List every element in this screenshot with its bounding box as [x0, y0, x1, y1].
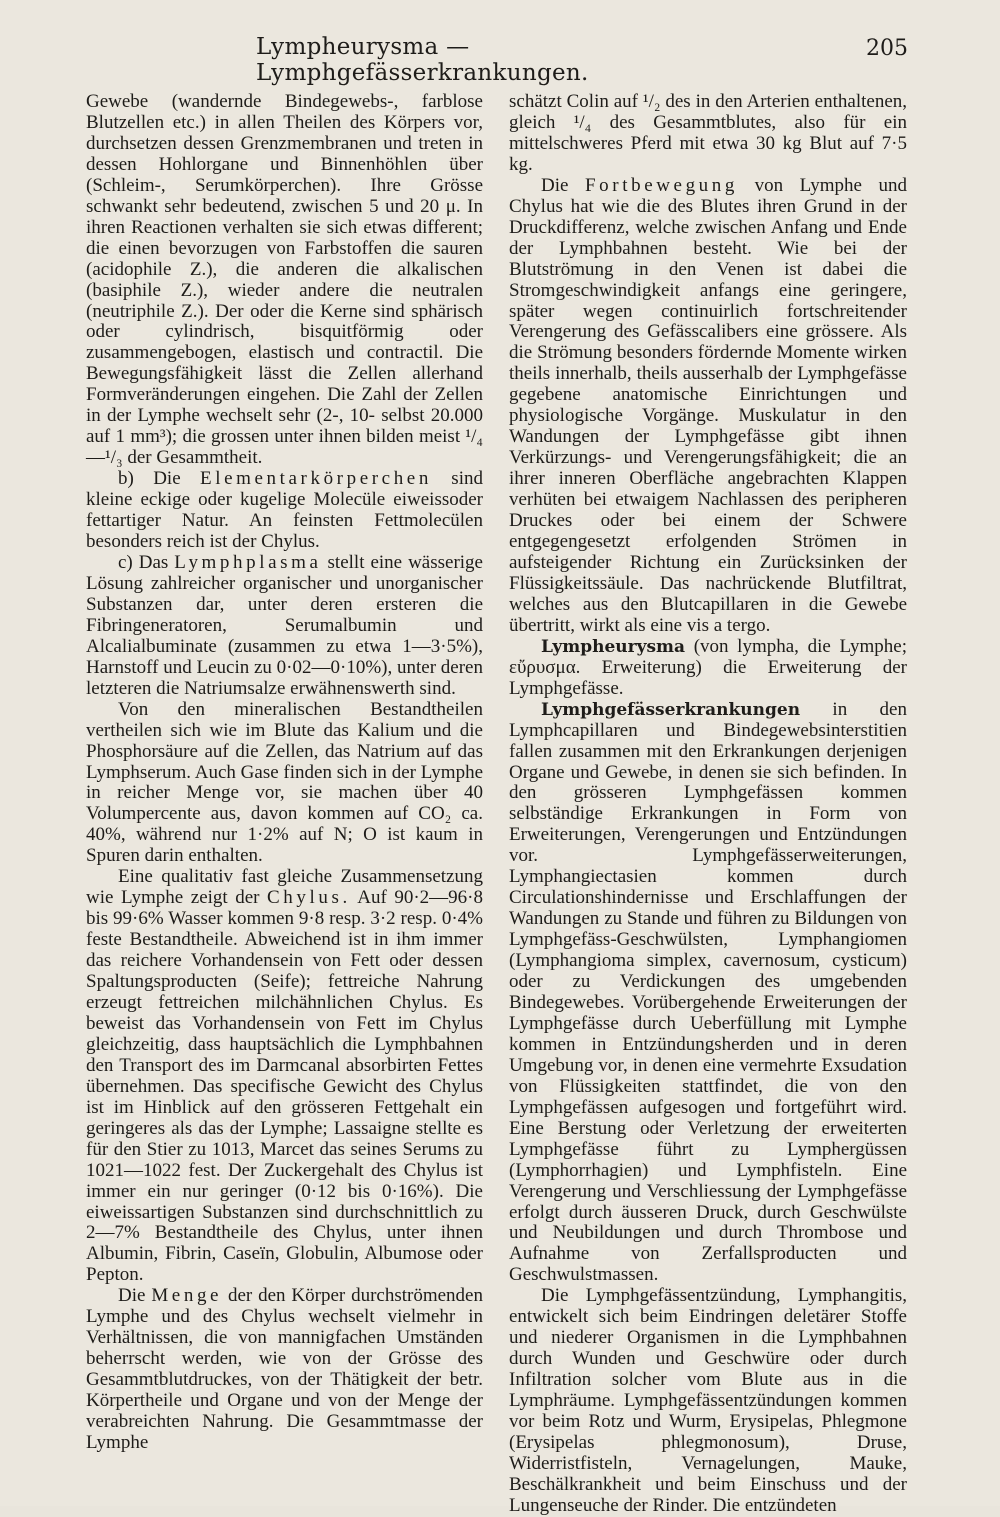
paragraph-text: Auf 90·2—96·8 bis 99·6% Wasser kommen 9·8 resp. 3·2 resp. 0·4% feste Bestandtheile. Abweichend ist in ihm immer das reichere Vorhandensein von Fett oder dessen Spaltungsproducten (Seife); fettreiche Nahrung erzeugt fettreichen milchähnlichen Chylus. Es beweist das Vorhandensein von Fett im Chylus gleichzeitig, dass hauptsächlich die Lymphbahnen den Transport des im Darmcanal absorbirten Fettes übernehmen. Das specifische Gewicht des Chylus ist im Hinblick auf den grösseren Fettgehalt ein geringeres als das der Lymphe; Lassaigne stellte es für den Stier zu 1013, Marcet das seines Serums zu 1021—1022 fest. Der Zuckergehalt des Chylus ist immer ein nur geringer (0·12 bis 0·16%). Die eiweissartigen Substanzen sind durchschnittlich zu 2—7% Bestandtheile des Chylus, unter ihnen Albumin, Fibrin, Caseïn, Globulin, Albumose oder Pepton. — [86, 887, 484, 1286]
paragraph-minerals: Von den mineralischen Bestandtheilen vertheilen sich wie im Blute das Kalium und die Phosphorsäure auf die Zellen, das Natrium auf das Lymphserum. Auch Gase finden sich in der Lymphe in reicher Menge vor, sie machen über 40 Volumpercente aus, davon kommen auf CO₂ ca. 40%, während nur 1·2% auf N; O ist kaum in Spuren darin enthalten. — [86, 698, 483, 867]
entry-text: in den Lymphcapillaren und Bindegewebsinterstitien fallen zusammen mit den Erkrankungen derjenigen Organe und Gewebe, in denen sie sich befinden. In den grösseren Lymphgefässen kommen selbständige Erkrankungen in Form von Erweiterungen, Verengerungen und Entzündungen vor. Lymphgefässerweiterungen, Lymphangiectasien kommen durch Circulationshindernisse und Erschlaffungen der Wandungen zu Stande und führen zu Bildungen von Lymphgefäss-Geschwülsten, Lymphangiomen (Lymphangioma simplex, cavernosum, cysticum) oder zu Verdickungen des umgebenden Bindegewebes. Vorübergehende Erweiterungen der Lymphgefässe durch Ueberfüllung mit Lymphe kommen in Entzündungsherden und in deren Umgebung vor, in denen eine vermehrte Exsudation von Flüssigkeiten stattfindet, die von den Lymphgefässen aufgesogen und fortgeführt wird. Eine Berstung oder Verletzung der erweiterten Lymphgefässe führt zu Lymphergüssen (Lymphorrhagien) und Lymphfisteln. Eine Verengerung und Verschliessung der Lymphgefässe erfolgt durch äusseren Druck, durch Geschwülste und Neubildungen und durch Thrombose und Aufnahme von Zerfallsproducten und Geschwulstmassen. — [509, 698, 907, 1286]
page-number: 205 — [866, 36, 908, 61]
entry-text: (von lympha, die Lymphe; εὔρυσμα. Erweiterung) die Erweiterung der Lymphgefässe. — [509, 635, 907, 699]
paragraph-lymphangitis: Die Lymphgefässentzündung, Lymphangitis, entwickelt sich beim Eindringen deletärer Stoffe und niederer Organismen in die Lymphbahnen durch Wunden und Geschwüre oder durch Infiltration solcher vom Blute aus in die Lymphräume. Lymphgefässentzündungen kommen vor beim Rotz und Wurm, Erysipelas, Phlegmone (Erysipelas phlegmonosum), Druse, Widerristfisteln, Vernagelungen, Mauke, Beschälkrankheit und beim Einschuss und der Lungenseuche der Rinder. Die entzündeten — [509, 1285, 907, 1516]
paragraph-lymphplasma — [86, 553, 483, 700]
spaced-term: Menge — [151, 1285, 223, 1307]
paragraph-prefix: Die — [118, 1285, 152, 1307]
paragraph-text: der den Körper durchströmenden Lymphe und des Chylus wechselt vielmehr in Verhältnissen, die von mannigfachen Umständen beherrscht werden, wie von der Grösse des Gesammtblutdruckes, von der Thätigkeit der betr. Körpertheile und Organe und von der Menge der verabreichten Nahrung. Die Gesammtmasse der Lymphe — [86, 1285, 483, 1453]
paragraph-menge — [86, 1286, 483, 1454]
running-title: Lympheurysma — Lymphgefässerkrankungen. — [256, 34, 589, 86]
right-column — [509, 92, 907, 1517]
paragraph-text: stellt eine wässerige Lösung zahlreicher organischer und unorganischer Substanzen dar, unter deren ersteren die Fibringeneratoren, Serumalbumin und Alcalialbuminate (zusammen zu etwa 1—3·5%), Harnstoff und Leucin zu 0·02—0·10%), unter deren letzteren die Natriumsalze erwähnenswerth sind. — [86, 551, 483, 699]
paragraph-elementarkoerperchen — [86, 469, 483, 553]
paragraph-text: von Lymphe und Chylus hat wie die des Blutes ihren Grund in der Druckdifferenz, welche zwischen Anfang und Ende der Lymphbahnen besteht. Wie bei der Blutströmung in den Venen ist dabei die Stromgeschwindigkeit anfangs eine geringere, später wegen continuirlich fortschreitender Verengerung des Gefässcalibers eine grössere. Als die Strömung besonders fördernde Momente wirken theils innerhalb, theils ausserhalb der Lymphgefässe gegebene anatomische Einrichtungen und physiologische Vorgänge. Muskulatur in den Wandungen der Lymphgefässe gibt ihnen Verkürzungs- und Verengerungsfähigkeit; die an ihrer inneren Oberfläche angebrachten Klappen verhüten bei etwaigem Nachlassen des peripheren Druckes oder bei einem der Schwere entgegengesetzt erfolgenden Strömen in aufsteigender Richtung ein Zurücksinken der Flüssigkeitssäule. Das nachrückende Blutfiltrat, welches aus den Blutcapillaren in die Gewebe übertritt, wirkt als eine vis a tergo. — [509, 174, 907, 636]
entry-headword: Lympheurysma — [541, 636, 686, 657]
paragraph-prefix: c) Das — [118, 551, 175, 573]
entry-lympheurysma — [509, 637, 907, 700]
paragraph-chylus — [86, 867, 483, 1286]
paragraph-text: sind kleine eckige oder kugelige Molecüle eiweissoder fettartiger Natur. An feinsten Fettmolecülen besonders reich ist der Chylus. — [86, 468, 483, 553]
page-header — [0, 34, 1000, 86]
paragraph-fortbewegung — [509, 176, 907, 637]
left-column — [86, 92, 483, 1454]
paragraph-prefix: Die — [541, 174, 586, 196]
paragraph-prefix: Eine qualitativ fast gleiche Zusammensetzung wie Lymphe zeigt der — [86, 866, 483, 909]
entry-headword: Lymphgefässerkrankungen — [541, 699, 801, 720]
spaced-term: Chylus. — [267, 887, 351, 909]
spaced-term: Lymphplasma — [174, 551, 322, 573]
spaced-term: Elementarkörperchen — [200, 468, 432, 490]
paragraph-cells-continued: Gewebe (wandernde Bindegewebs-, farblose Blutzellen etc.) in allen Theilen des Körpers vor, durchsetzen dessen Grenzmembranen und treten in dessen Hohlorgane und Binnenhöhlen über (Schleim-, Serumkörperchen). Ihre Grösse schwankt sehr bedeutend, zwischen 5 und 20 μ. In ihren Reactionen verhalten sie sich etwas different; die einen bevorzugen von Farbstoffen die sauren (acidophile Z.), die anderen die alkalischen (basiphile Z.), wieder andere die neutralen (neutriphile Z.). Der oder die Kerne sind sphärisch oder cylindrisch, bisquitförmig oder zusammengebogen, elastisch und contractil. Die Bewegungsfähigkeit lässt die Zellen allerhand Formveränderungen eingehen. Die Zahl der Zellen in der Lymphe wechselt sehr (2-, 10- selbst 20.000 auf 1 mm³); die grossen unter ihnen bilden meist ¹/₄—¹/₃ der Gesammtheit. — [86, 91, 483, 469]
spaced-term: Fortbewegung — [585, 174, 738, 196]
paragraph-lymph-volume: schätzt Colin auf ¹/₂ des in den Arterien enthaltenen, gleich ¹/₄ des Gesammtblutes, also für ein mittelschweres Pferd mit etwa 30 kg Blut auf 7·5 kg. — [509, 91, 907, 175]
paragraph-prefix: b) Die — [118, 468, 200, 490]
entry-lymphgefaesserkrankungen — [509, 700, 907, 1287]
